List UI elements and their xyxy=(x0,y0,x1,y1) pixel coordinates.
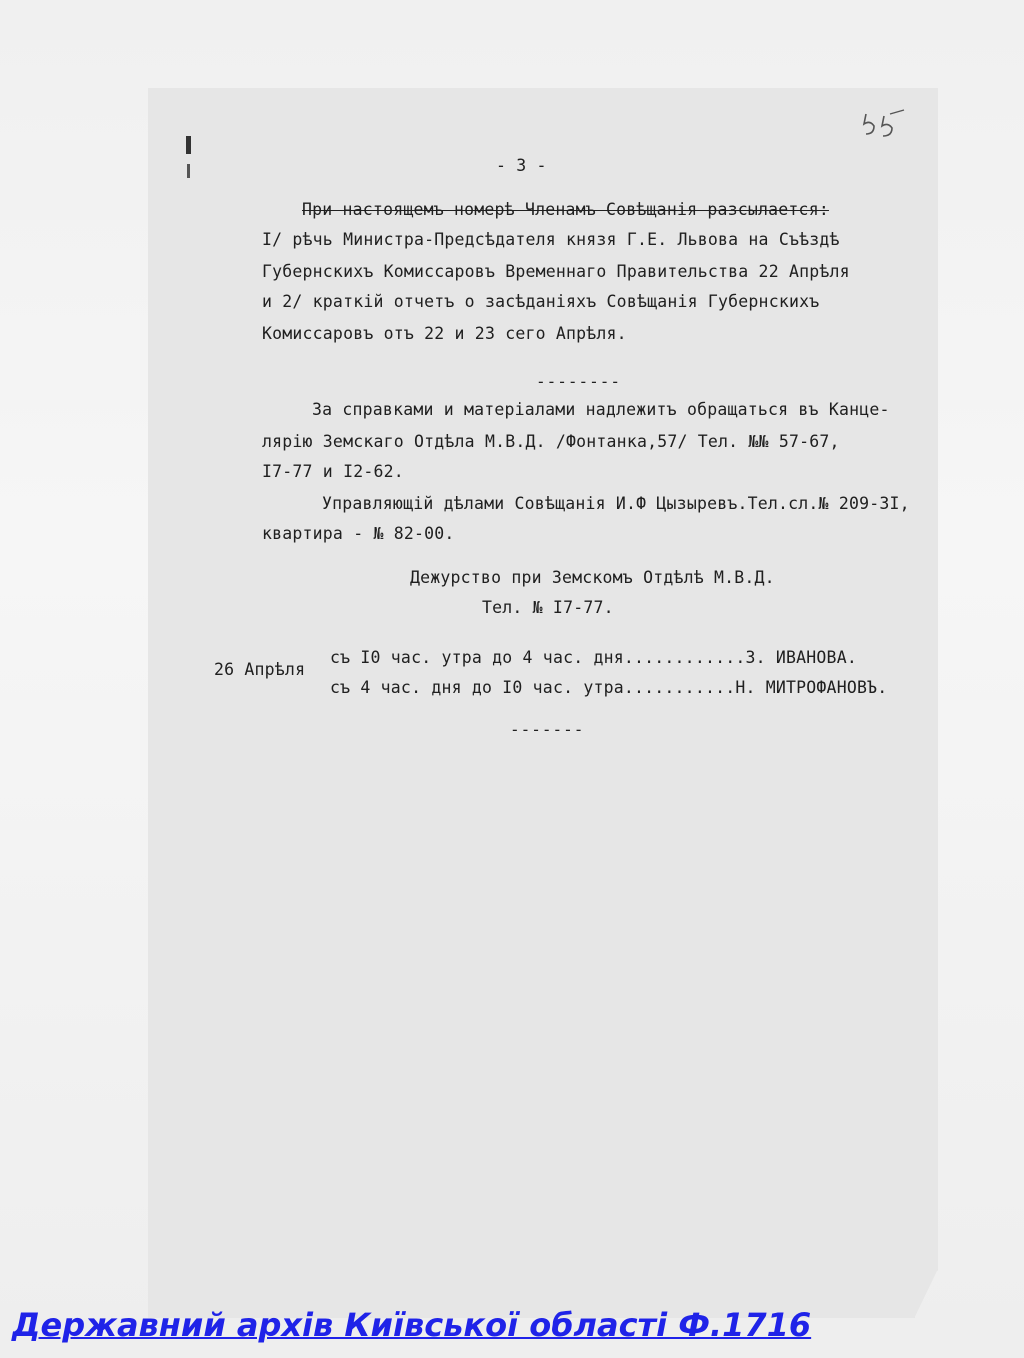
reference-line-a: За справками и матеріалами надлежитъ обращаться въ Канце- xyxy=(312,400,890,419)
duty-title: Дежурство при Земскомъ Отдѣлѣ М.В.Д. xyxy=(410,568,775,587)
item1-line-a: I/ рѣчь Министра-Предсѣдателя князя Г.Е. Львова на Съѣздѣ xyxy=(262,230,840,249)
archive-footer-label: Державний архів Київської області Ф.1716 xyxy=(12,1306,812,1344)
reference-line-c: I7-77 и I2-62. xyxy=(262,462,404,481)
page-number: - 3 - xyxy=(496,156,547,175)
item2-line-b: Комиссаровъ отъ 22 и 23 сего Апрѣля. xyxy=(262,324,627,343)
duty-date: 26 Апрѣля xyxy=(214,660,306,679)
duty-telephone: Тел. № I7-77. xyxy=(482,598,614,617)
manager-line-a: Управляющій дѣлами Совѣщанія И.Ф Цызыревъ.Тел.сл.№ 209-3I, xyxy=(322,494,910,513)
item2-line-a: и 2/ краткій отчетъ о засѣданіяхъ Совѣщанія Губернскихъ xyxy=(262,292,820,311)
duty-row-1: съ I0 час. утра до 4 час. дня............З. ИВАНОВА. xyxy=(330,648,857,667)
heading-line: При настоящемъ номерѣ Членамъ Совѣщанія разсылается: xyxy=(302,200,829,219)
manager-line-b: квартира - № 82-00. xyxy=(262,524,455,543)
reference-line-b: лярію Земскаго Отдѣла М.В.Д. /Фонтанка,57/ Тел. №№ 57-67, xyxy=(262,432,840,451)
handwritten-page-number xyxy=(860,108,908,142)
duty-row-2: съ 4 час. дня до I0 час. утра...........Н. МИТРОФАНОВЪ. xyxy=(330,678,888,697)
separator-2: ------- xyxy=(510,720,585,739)
item1-line-b: Губернскихъ Комиссаровъ Временнаго Правительства 22 Апрѣля xyxy=(262,262,850,281)
binding-mark xyxy=(184,136,194,186)
separator-1: -------- xyxy=(536,372,622,391)
